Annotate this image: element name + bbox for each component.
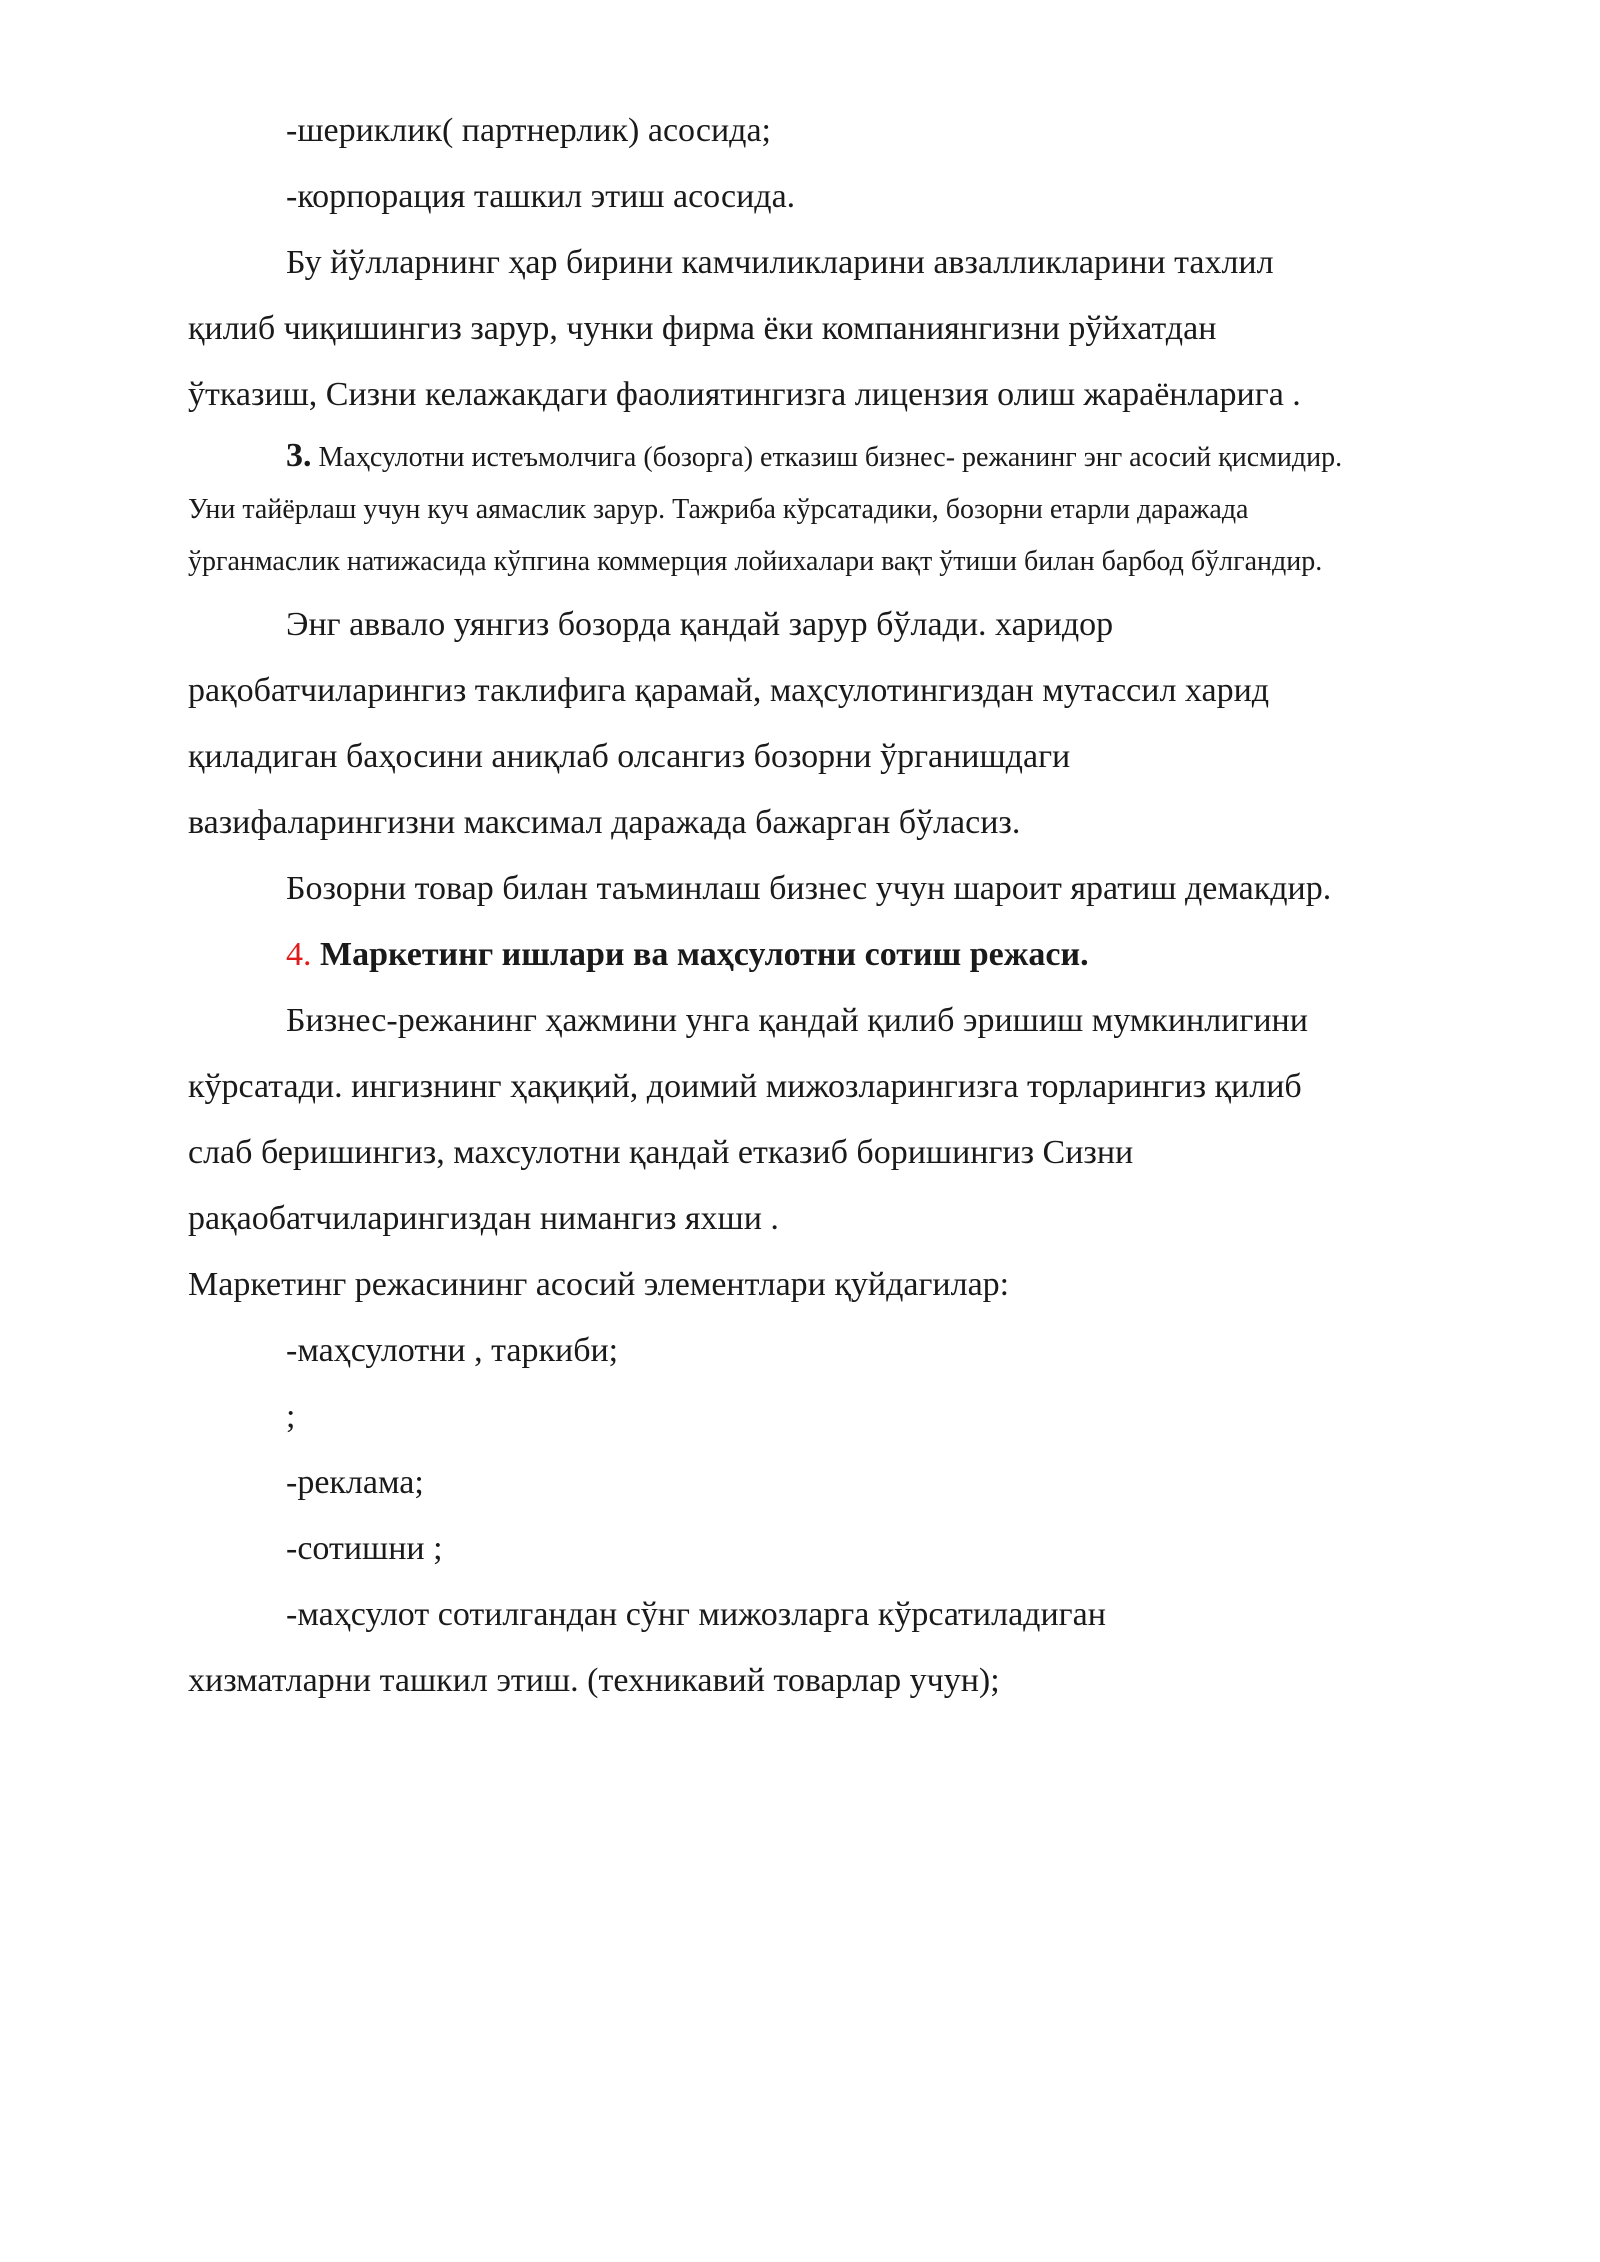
- paragraph-line: слаб беришингиз, махсулотни қандай етказиб боришингиз Сизни: [188, 1134, 1134, 1171]
- list-item-continuation: хизматларни ташкил этиш. (техникавий товарлар учун);: [188, 1662, 1000, 1699]
- paragraph-line: қиладиган баҳосини аниқлаб олсангиз бозорни ўрганишдаги: [188, 738, 1071, 775]
- paragraph-line: қилиб чиқишингиз зарур, чунки фирма ёки компаниянгизни рўйхатдан: [188, 310, 1217, 347]
- paragraph-line: рақаобатчиларингиздан нимангиз яхши .: [188, 1200, 779, 1237]
- section-3-line: Уни тайёрлаш учун куч аямаслик зарур. Тажриба кўрсатадики, бозорни етарли даражада: [188, 494, 1249, 525]
- section-4-number: 4.: [286, 936, 312, 973]
- section-4-title: Маркетинг ишлари ва маҳсулотни сотиш режаси.: [320, 936, 1089, 973]
- list-item-corporation: -корпорация ташкил этиш асосида.: [286, 178, 796, 215]
- list-item-partnership: -шериклик( партнерлик) асосида;: [286, 112, 771, 149]
- list-item: ;: [286, 1398, 296, 1435]
- paragraph-line: кўрсатади. ингизнинг ҳақиқий, доимий мижозларингизга торларингиз қилиб: [188, 1068, 1302, 1105]
- paragraph-line: вазифаларингизни максимал даражада бажарган бўласиз.: [188, 804, 1021, 841]
- section-3-number: 3.: [286, 437, 312, 474]
- section-3-block: [188, 430, 1453, 588]
- list-item: -маҳсулотни , таркиби;: [286, 1332, 619, 1369]
- paragraph-line: Бу йўлларнинг ҳар бирини камчиликларини авзалликларини тахлил: [286, 244, 1274, 281]
- section-3-line: [188, 430, 1453, 484]
- paragraph-line: Бизнес-режанинг ҳажмини унга қандай қилиб эришиш мумкинлигини: [286, 1002, 1308, 1039]
- paragraph-line: ўтказиш, Сизни келажакдаги фаолиятингизга лицензия олиш жараёнларига .: [188, 376, 1301, 413]
- section-4-heading: [188, 922, 1453, 988]
- paragraph-line: Бозорни товар билан таъминлаш бизнес учун шароит яратиш демакдир.: [286, 870, 1332, 907]
- paragraph-line: Энг аввало уянгиз бозорда қандай зарур бўлади. харидор: [286, 606, 1114, 643]
- paragraph-line: рақобатчиларингиз таклифига қарамай, маҳсулотингиздан мутассил харид: [188, 672, 1270, 709]
- list-item: -маҳсулот сотилгандан сўнг мижозларга кўрсатиладиган: [286, 1596, 1106, 1633]
- document-body: [188, 98, 1453, 1714]
- section-3-line: ўрганмаслик натижасида кўпгина коммерция лойихалари вақт ўтиши билан барбод бўлгандир.: [188, 546, 1323, 577]
- section-3-text: Маҳсулотни истеъмолчига (бозорга) етказиш бизнес- режанинг энг асосий қисмидир.: [318, 442, 1343, 473]
- paragraph-line: Маркетинг режасининг асосий элементлари қуйдагилар:: [188, 1266, 1010, 1303]
- list-item: -реклама;: [286, 1464, 424, 1501]
- list-item: -сотишни ;: [286, 1530, 443, 1567]
